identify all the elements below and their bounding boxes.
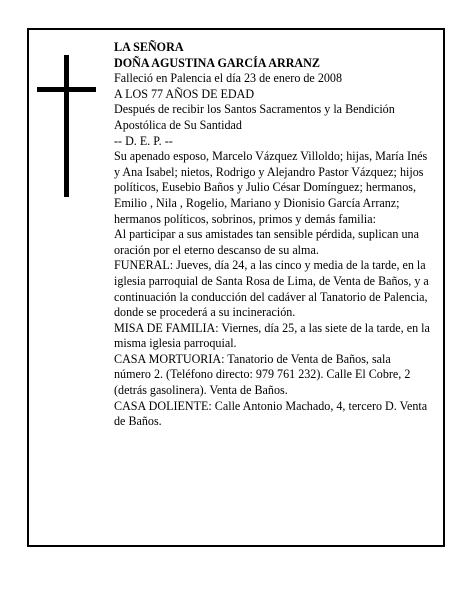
death-details: Falleció en Palencia el día 23 de enero de 2008 [114,71,343,86]
sacraments-line: Después de recibir los Santos Sacramentos y la Bendición Apostólica de Su Santidad [114,102,395,132]
deceased-name: DOÑA AGUSTINA GARCÍA ARRANZ [114,55,320,70]
prayer-request: Al participar a sus amistades tan sensible pérdida, suplican una oración por el eterno descanso de su alma. [114,227,419,257]
age-line: A LOS 77 AÑOS DE EDAD [114,86,255,101]
family-mass-details: MISA DE FAMILIA: Viernes, día 25, a las siete de la tarde, en la misma iglesia parroquial. [114,320,430,351]
obituary-text [114,40,430,430]
funeral-details: FUNERAL: Jueves, día 24, a las cinco y media de la tarde, en la iglesia parroquial de Santa Rosa de Lima, de Venta de Baños, y a continuación la conducción del cadáver al Tanatorio de Palencia, donde se procederá a su incineración. [114,258,429,320]
funeral-home-details: CASA MORTUORIA: Tanatorio de Venta de Baños, sala número 2. (Teléfono directo: 979 761 232). Calle El Cobre, 2 (detrás gasolinera). Venta de Baños. [114,351,411,398]
family-list: Su apenado esposo, Marcelo Vázquez Villoldo; hijas, María Inés y Ana Isabel; nietos, Rodrigo y Alejandro Pastor Vázquez; hijos políticos, Eusebio Baños y Julio César Domínguez; hermanos, Emilio , Nila , Rogelio, Mariano y Dionisio García Arranz; hermanos políticos, sobrinos, primos y demás familia: [114,149,428,226]
cross-icon [64,55,69,197]
rip-line: -- D. E. P. -- [114,133,173,148]
deceased-title: LA SEÑORA [114,40,184,54]
mourning-house-details: CASA DOLIENTE: Calle Antonio Machado, 4, tercero D. Venta de Baños. [114,398,428,429]
cross-icon-crossbar [37,87,96,92]
